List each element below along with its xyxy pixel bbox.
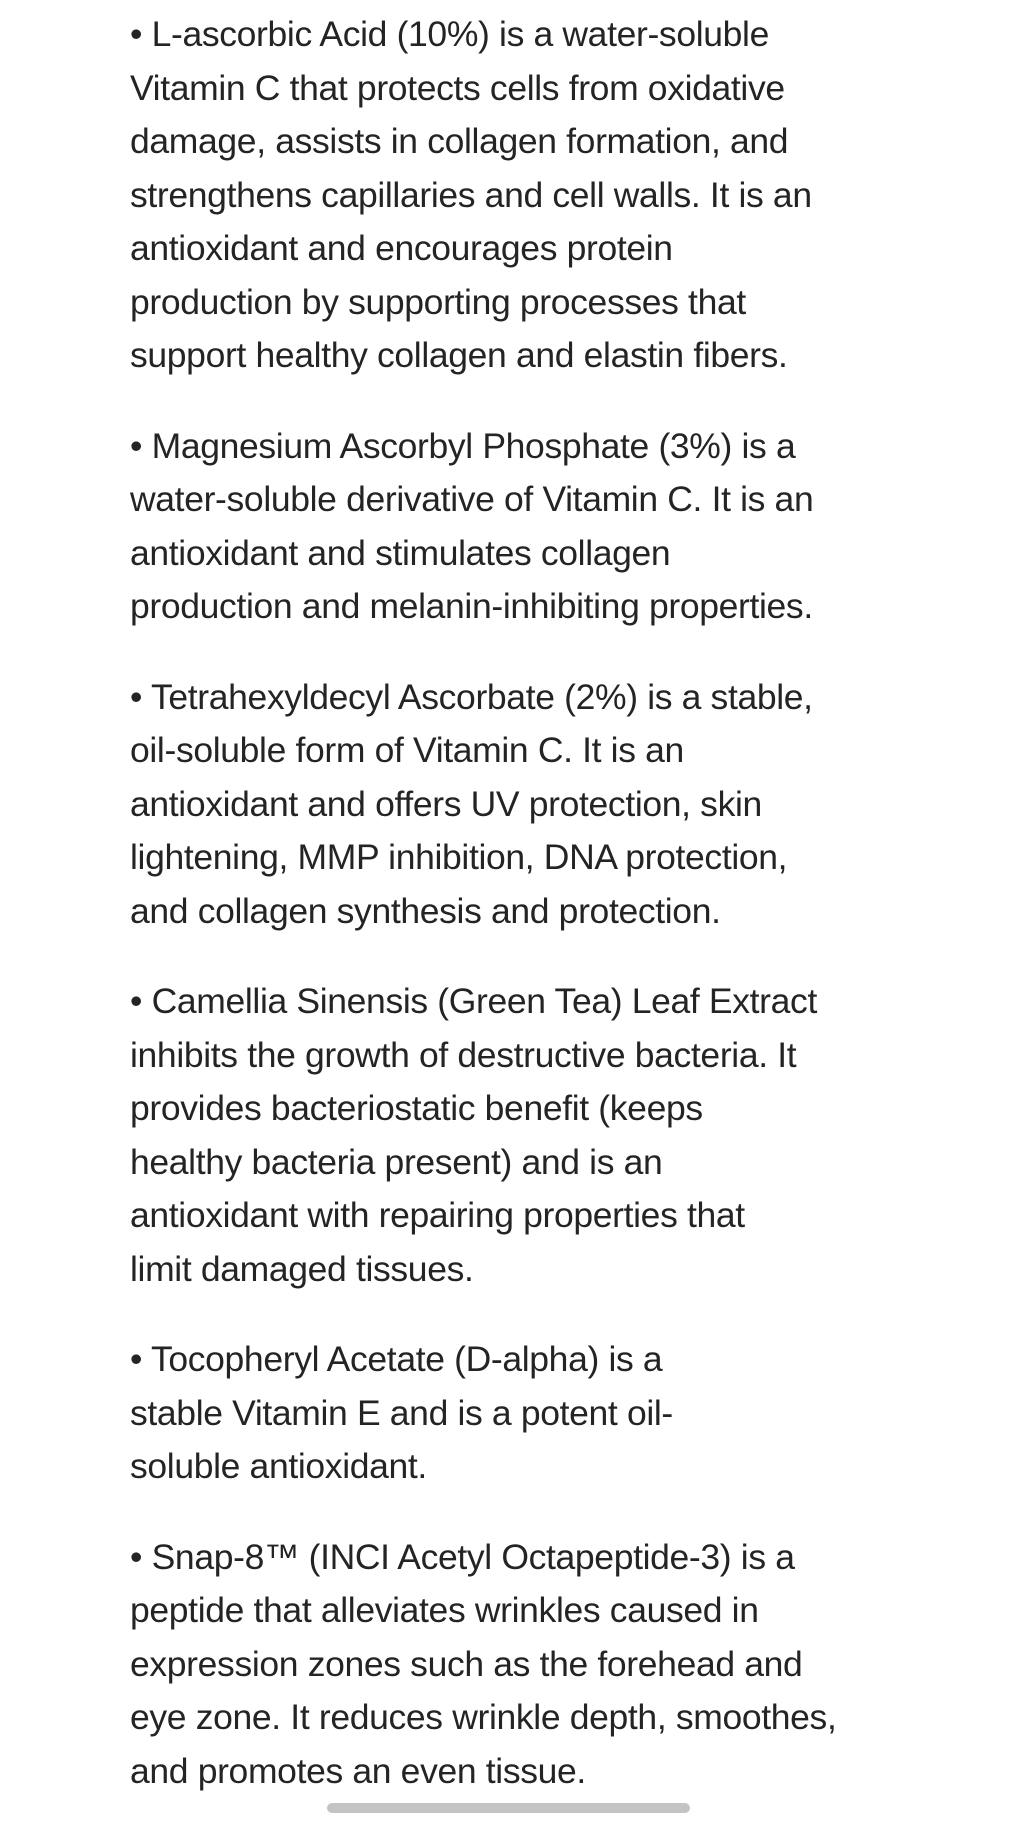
ingredient-paragraph (130, 671, 902, 939)
paragraph-line: inhibits the growth of destructive bacteria. It (130, 1034, 797, 1075)
paragraph-line: damage, assists in collagen formation, and (130, 121, 789, 161)
paragraph-line: Vitamin C that protects cells from oxidative (130, 67, 785, 108)
ingredient-paragraph (130, 420, 902, 634)
home-indicator[interactable] (327, 1803, 690, 1813)
paragraph-line: • Snap-8™ (INCI Acetyl Octapeptide-3) is a (130, 1536, 795, 1577)
paragraph-line: soluble antioxidant. (130, 1446, 427, 1486)
paragraph-line: production by supporting processes that (130, 281, 746, 322)
paragraph-line: • Magnesium Ascorbyl Phosphate (3%) is a (130, 425, 796, 466)
paragraph-line: oil-soluble form of Vitamin C. It is an (130, 730, 684, 770)
paragraph-line: expression zones such as the forehead and (130, 1643, 803, 1684)
paragraph-line: support healthy collagen and elastin fibers. (130, 335, 788, 375)
paragraph-line: and collagen synthesis and protection. (130, 890, 721, 931)
paragraph-line: healthy bacteria present) and is an (130, 1141, 663, 1182)
paragraph-line: water-soluble derivative of Vitamin C. It is an (130, 479, 814, 519)
paragraph-line: antioxidant and stimulates collagen (130, 532, 671, 573)
paragraph-line: antioxidant and encourages protein (130, 228, 673, 268)
paragraph-line: provides bacteriostatic benefit (keeps (130, 1088, 703, 1128)
paragraph-line: limit damaged tissues. (130, 1248, 474, 1289)
paragraph-line: peptide that alleviates wrinkles caused in (130, 1590, 759, 1630)
paragraph-line: strengthens capillaries and cell walls. It is an (130, 174, 812, 215)
paragraph-line: and promotes an even tissue. (130, 1750, 586, 1791)
paragraph-line: • L-ascorbic Acid (10%) is a water-soluble (130, 14, 769, 54)
paragraph-line: antioxidant with repairing properties that (130, 1195, 745, 1235)
paragraph-line: eye zone. It reduces wrinkle depth, smoothes, (130, 1697, 837, 1737)
paragraph-line: • Tocopheryl Acetate (D-alpha) is a (130, 1339, 663, 1379)
paragraph-line: • Camellia Sinensis (Green Tea) Leaf Extract (130, 981, 817, 1021)
article-body (130, 8, 902, 1835)
paragraph-line: production and melanin-inhibiting properties. (130, 586, 813, 626)
paragraph-line: stable Vitamin E and is a potent oil- (130, 1392, 673, 1433)
ingredient-paragraph (130, 1333, 902, 1494)
paragraph-line: antioxidant and offers UV protection, skin (130, 783, 762, 824)
ingredient-paragraph (130, 1531, 902, 1799)
paragraph-line: • Tetrahexyldecyl Ascorbate (2%) is a stable, (130, 676, 813, 717)
paragraph-line: lightening, MMP inhibition, DNA protection, (130, 837, 788, 877)
ingredient-paragraph (130, 975, 902, 1296)
ingredient-paragraph (130, 8, 902, 383)
